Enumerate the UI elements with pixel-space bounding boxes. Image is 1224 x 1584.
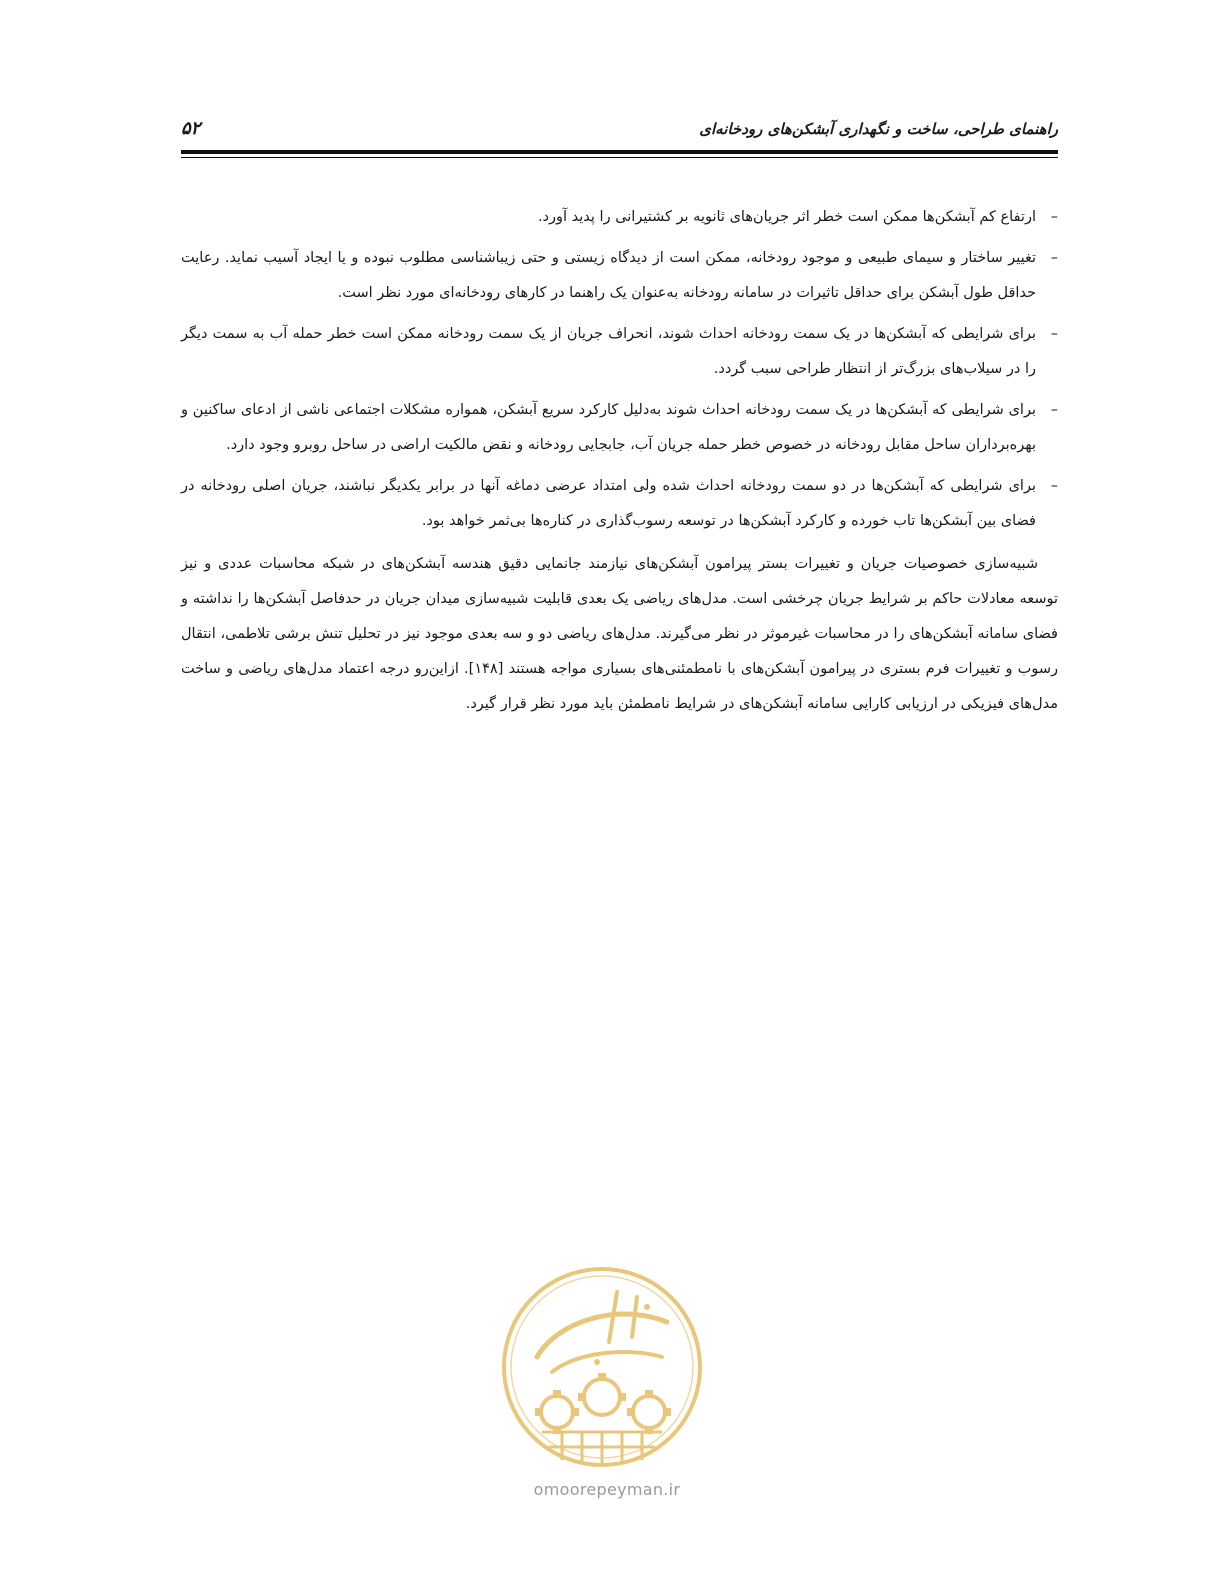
page-body bbox=[181, 200, 1058, 722]
list-item-text: برای شرایطی که آبشکن‌ها در یک سمت رودخانه احداث شوند به‌دلیل کارکرد سریع آبشکن، همواره مشکلات اجتماعی ناشی از ادعای ساکنین و بهره‌برداران ساحل مقابل رودخانه در خصوص خطر حمله جریان آب، جابجایی رودخانه و نقض مالکیت اراضی در ساحل روبرو وجود دارد. bbox=[181, 402, 1036, 453]
bullet-dash: – bbox=[1050, 326, 1058, 342]
page-header bbox=[181, 118, 1058, 148]
bullet-dash: – bbox=[1050, 402, 1058, 418]
list-item-text: برای شرایطی که آبشکن‌ها در یک سمت رودخانه احداث شوند، انحراف جریان از یک سمت رودخانه ممکن است خطر حمله آب به سمت دیگر را در سیلاب‌های بزرگ‌تر از انتظار طراحی سبب گردد. bbox=[181, 326, 1036, 377]
list-item-text: برای شرایطی که آبشکن‌ها در دو سمت رودخانه احداث شده ولی امتداد عرضی دماغه آنها در برابر یکدیگر نباشند، جریان اصلی رودخانه در فضای بین آبشکن‌ها تاب خورده و کارکرد آبشکن‌ها در توسعه رسوب‌گذاری در کناره‌ها بی‌ثمر خواهد بود. bbox=[181, 478, 1036, 529]
watermark-logo bbox=[497, 1262, 707, 1472]
list-item-text: ارتفاع کم آبشکن‌ها ممکن است خطر اثر جریان‌های ثانویه بر کشتیرانی را پدید آورد. bbox=[537, 209, 1036, 225]
list-item bbox=[181, 393, 1058, 463]
list-item-text: تغییر ساختار و سیمای طبیعی و موجود رودخانه، ممکن است از دیدگاه زیستی و حتی زیباشناسی مطلوب نبوده و یا ایجاد آسیب نماید. رعایت حداقل طول آبشکن برای حداقل تاثیرات در سامانه رودخانه به‌عنوان یک راهنما در کارهای رودخانه‌ای مورد نظر است. bbox=[181, 250, 1036, 301]
list-item bbox=[181, 317, 1058, 387]
bullet-dash: – bbox=[1050, 250, 1058, 266]
watermark-url: omoorepeyman.ir bbox=[533, 1480, 681, 1499]
list-item bbox=[181, 241, 1058, 311]
bullet-dash: – bbox=[1050, 478, 1058, 494]
logo-seal-icon bbox=[497, 1262, 707, 1472]
body-paragraph: شبیه‌سازی خصوصیات جریان و تغییرات بستر پیرامون آبشکن‌های نیازمند جانمایی دقیق هندسه آبشکن‌های در شبکه محاسبات عددی و نیز توسعه معادلات حاکم بر شرایط جریان چرخشی است. مدل‌های ریاضی یک بعدی قابلیت شبیه‌سازی میدان جریان در حدفاصل آبشکن‌ها را نداشته و فضای سامانه آبشکن‌های را در محاسبات غیرموثر در نظر می‌گیرند. مدل‌های ریاضی دو و سه بعدی موجود نیز در تحلیل تنش برشی تلاطمی، انتقال رسوب و تغییرات فرم بستری در پیرامون آبشکن‌های با نامطمئنی‌های بسیاری مواجه هستند [۱۴۸]. ازاین‌رو درجه اعتماد مدل‌های ریاضی و ساخت مدل‌های فیزیکی در ارزیابی کارایی سامانه آبشکن‌های در شرایط نامطمئن باید مورد نظر قرار گیرد. bbox=[181, 556, 1058, 712]
header-rule bbox=[181, 150, 1058, 154]
bullet-list bbox=[181, 200, 1058, 539]
list-item bbox=[181, 469, 1058, 539]
bullet-dash: – bbox=[1050, 209, 1058, 225]
page-number: ۵۲ bbox=[181, 118, 201, 139]
list-item bbox=[181, 200, 1058, 235]
running-header-title: راهنمای طراحی، ساخت و نگهداری آبشکن‌های رودخانه‌ای bbox=[699, 120, 1058, 138]
header-rule-thin bbox=[181, 157, 1058, 158]
